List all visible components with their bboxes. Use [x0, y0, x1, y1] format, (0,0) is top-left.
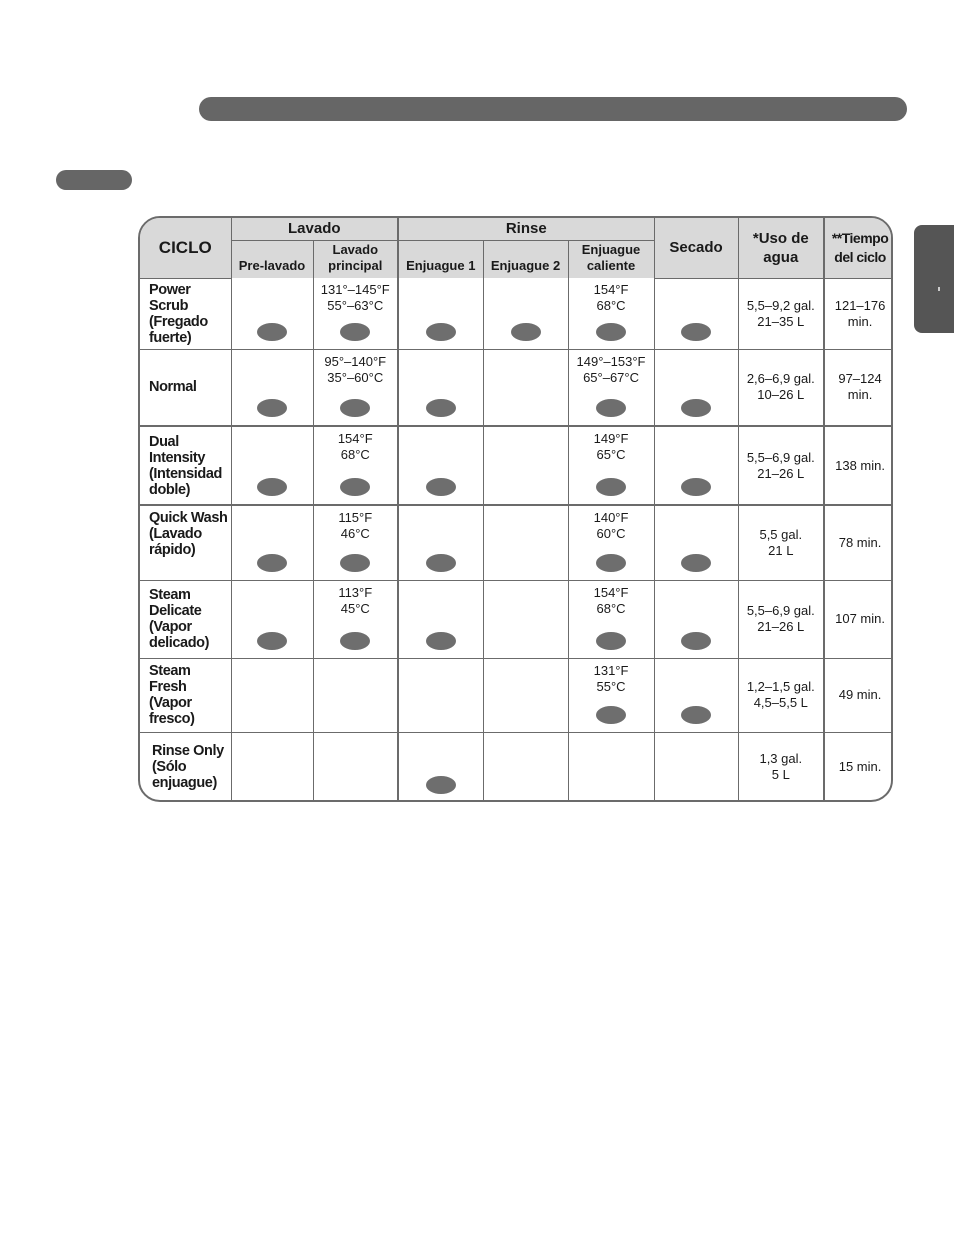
cycle-name: Quick Wash (Lavado rápido)	[140, 505, 231, 580]
rinse1-cell	[398, 426, 483, 505]
table-row	[140, 426, 893, 505]
cycle-time: 138 min.	[824, 426, 893, 505]
hot-rinse-cell	[568, 658, 654, 732]
dry-cell	[654, 278, 738, 349]
cycle-time: 49 min.	[824, 658, 893, 732]
hot-rinse-temp: 149°F 65°C	[593, 431, 629, 462]
step-dot	[596, 323, 626, 341]
step-dot	[681, 478, 711, 496]
water-usage: 2,6–6,9 gal. 10–26 L	[738, 349, 824, 426]
side-tab-mark	[938, 287, 940, 291]
hot-rinse-temp: 140°F 60°C	[593, 510, 629, 541]
main-wash-cell	[313, 658, 398, 732]
cycle-name: Steam Delicate (Vapor delicado)	[140, 580, 231, 658]
hot-rinse-temp: 131°F 55°C	[593, 662, 629, 694]
hot-rinse-cell	[568, 349, 654, 426]
rinse2-cell	[483, 732, 568, 802]
step-dot	[681, 632, 711, 650]
dry-cell	[654, 349, 738, 426]
header-enjuague-1: Enjuague 1	[398, 240, 483, 278]
rinse2-cell	[483, 580, 568, 658]
water-usage: 1,2–1,5 gal. 4,5–5,5 L	[738, 658, 824, 732]
prewash-cell	[231, 349, 313, 426]
hot-rinse-cell	[568, 426, 654, 505]
cycle-time: 97–124 min.	[824, 349, 893, 426]
rinse2-cell	[483, 426, 568, 505]
water-usage: 5,5–9,2 gal. 21–35 L	[738, 278, 824, 349]
step-dot	[426, 554, 456, 572]
rinse2-cell	[483, 349, 568, 426]
cycle-time: 78 min.	[824, 505, 893, 580]
step-dot	[681, 706, 711, 724]
cycle-name: Power Scrub (Fregado fuerte)	[140, 278, 231, 349]
table-row	[140, 349, 893, 426]
step-dot	[426, 478, 456, 496]
hot-rinse-temp: 149°–153°F 65°–67°C	[576, 353, 646, 385]
dry-cell	[654, 658, 738, 732]
main-wash-cell	[313, 732, 398, 802]
step-dot	[340, 323, 370, 341]
rinse1-cell	[398, 658, 483, 732]
rinse2-cell	[483, 278, 568, 349]
hot-rinse-cell	[568, 505, 654, 580]
wash-temp: 95°–140°F 35°–60°C	[324, 353, 387, 385]
hot-rinse-cell	[568, 732, 654, 802]
rinse1-cell	[398, 278, 483, 349]
step-dot	[257, 478, 287, 496]
rinse2-cell	[483, 658, 568, 732]
main-wash-cell	[313, 349, 398, 426]
step-dot	[596, 554, 626, 572]
header-lavado-principal: Lavado principal	[313, 240, 398, 278]
table-row	[140, 580, 893, 658]
cycle-name: Normal	[140, 349, 231, 426]
prewash-cell	[231, 658, 313, 732]
table-row	[140, 505, 893, 580]
header-enjuague-caliente: Enjuague caliente	[568, 240, 654, 278]
hot-rinse-cell	[568, 278, 654, 349]
prewash-cell	[231, 505, 313, 580]
cycle-time: 121–176 min.	[824, 278, 893, 349]
dry-cell	[654, 426, 738, 505]
step-dot	[426, 399, 456, 417]
header-secado: Secado	[654, 218, 738, 278]
hot-rinse-temp: 154°F 68°C	[593, 282, 629, 313]
main-wash-cell	[313, 278, 398, 349]
side-tab	[914, 225, 954, 333]
rinse1-cell	[398, 732, 483, 802]
step-dot	[681, 399, 711, 417]
step-dot	[340, 632, 370, 650]
wash-temp: 131°–145°F 55°–63°C	[320, 282, 390, 313]
step-dot	[596, 706, 626, 724]
step-dot	[596, 478, 626, 496]
step-dot	[340, 554, 370, 572]
table-row	[140, 658, 893, 732]
step-dot	[511, 323, 541, 341]
rinse2-cell	[483, 505, 568, 580]
step-dot	[426, 323, 456, 341]
hot-rinse-temp: 154°F 68°C	[593, 584, 629, 616]
step-dot	[257, 554, 287, 572]
cycle-name: Dual Intensity (Intensidad doble)	[140, 426, 231, 505]
dry-cell	[654, 732, 738, 802]
step-dot	[681, 323, 711, 341]
water-usage: 5,5 gal. 21 L	[738, 505, 824, 580]
hot-rinse-cell	[568, 580, 654, 658]
step-dot	[596, 632, 626, 650]
header-uso-agua: *Uso de agua	[738, 218, 824, 278]
wash-temp: 113°F 45°C	[338, 584, 373, 616]
step-dot	[257, 323, 287, 341]
rinse1-cell	[398, 349, 483, 426]
section-pill	[56, 170, 132, 190]
header-prelavado: Pre-lavado	[231, 240, 313, 278]
cycle-time: 15 min.	[824, 732, 893, 802]
cycle-name: Steam Fresh (Vapor fresco)	[140, 658, 231, 732]
wash-temp: 154°F 68°C	[337, 431, 373, 462]
step-dot	[596, 399, 626, 417]
prewash-cell	[231, 278, 313, 349]
prewash-cell	[231, 732, 313, 802]
cycle-table	[138, 216, 893, 802]
wash-temp: 115°F 46°C	[338, 510, 373, 541]
header-ciclo: CICLO	[140, 218, 231, 278]
water-usage: 1,3 gal. 5 L	[738, 732, 824, 802]
table-row	[140, 278, 893, 349]
rinse1-cell	[398, 505, 483, 580]
water-usage: 5,5–6,9 gal. 21–26 L	[738, 426, 824, 505]
prewash-cell	[231, 580, 313, 658]
header-rinse: Rinse	[398, 218, 654, 240]
main-wash-cell	[313, 580, 398, 658]
step-dot	[257, 632, 287, 650]
header-enjuague-2: Enjuague 2	[483, 240, 568, 278]
water-usage: 5,5–6,9 gal. 21–26 L	[738, 580, 824, 658]
step-dot	[340, 478, 370, 496]
rinse1-cell	[398, 580, 483, 658]
prewash-cell	[231, 426, 313, 505]
dry-cell	[654, 580, 738, 658]
main-wash-cell	[313, 505, 398, 580]
step-dot	[681, 554, 711, 572]
header-lavado: Lavado	[231, 218, 398, 240]
dry-cell	[654, 505, 738, 580]
main-wash-cell	[313, 426, 398, 505]
cycle-time: 107 min.	[824, 580, 893, 658]
step-dot	[426, 632, 456, 650]
step-dot	[340, 399, 370, 417]
title-bar	[199, 97, 907, 121]
header-tiempo: **Tiempo del ciclo	[824, 218, 893, 278]
step-dot	[257, 399, 287, 417]
step-dot	[426, 776, 456, 794]
table-row	[140, 732, 893, 802]
cycle-name: Rinse Only (Sólo enjuague)	[140, 732, 231, 802]
